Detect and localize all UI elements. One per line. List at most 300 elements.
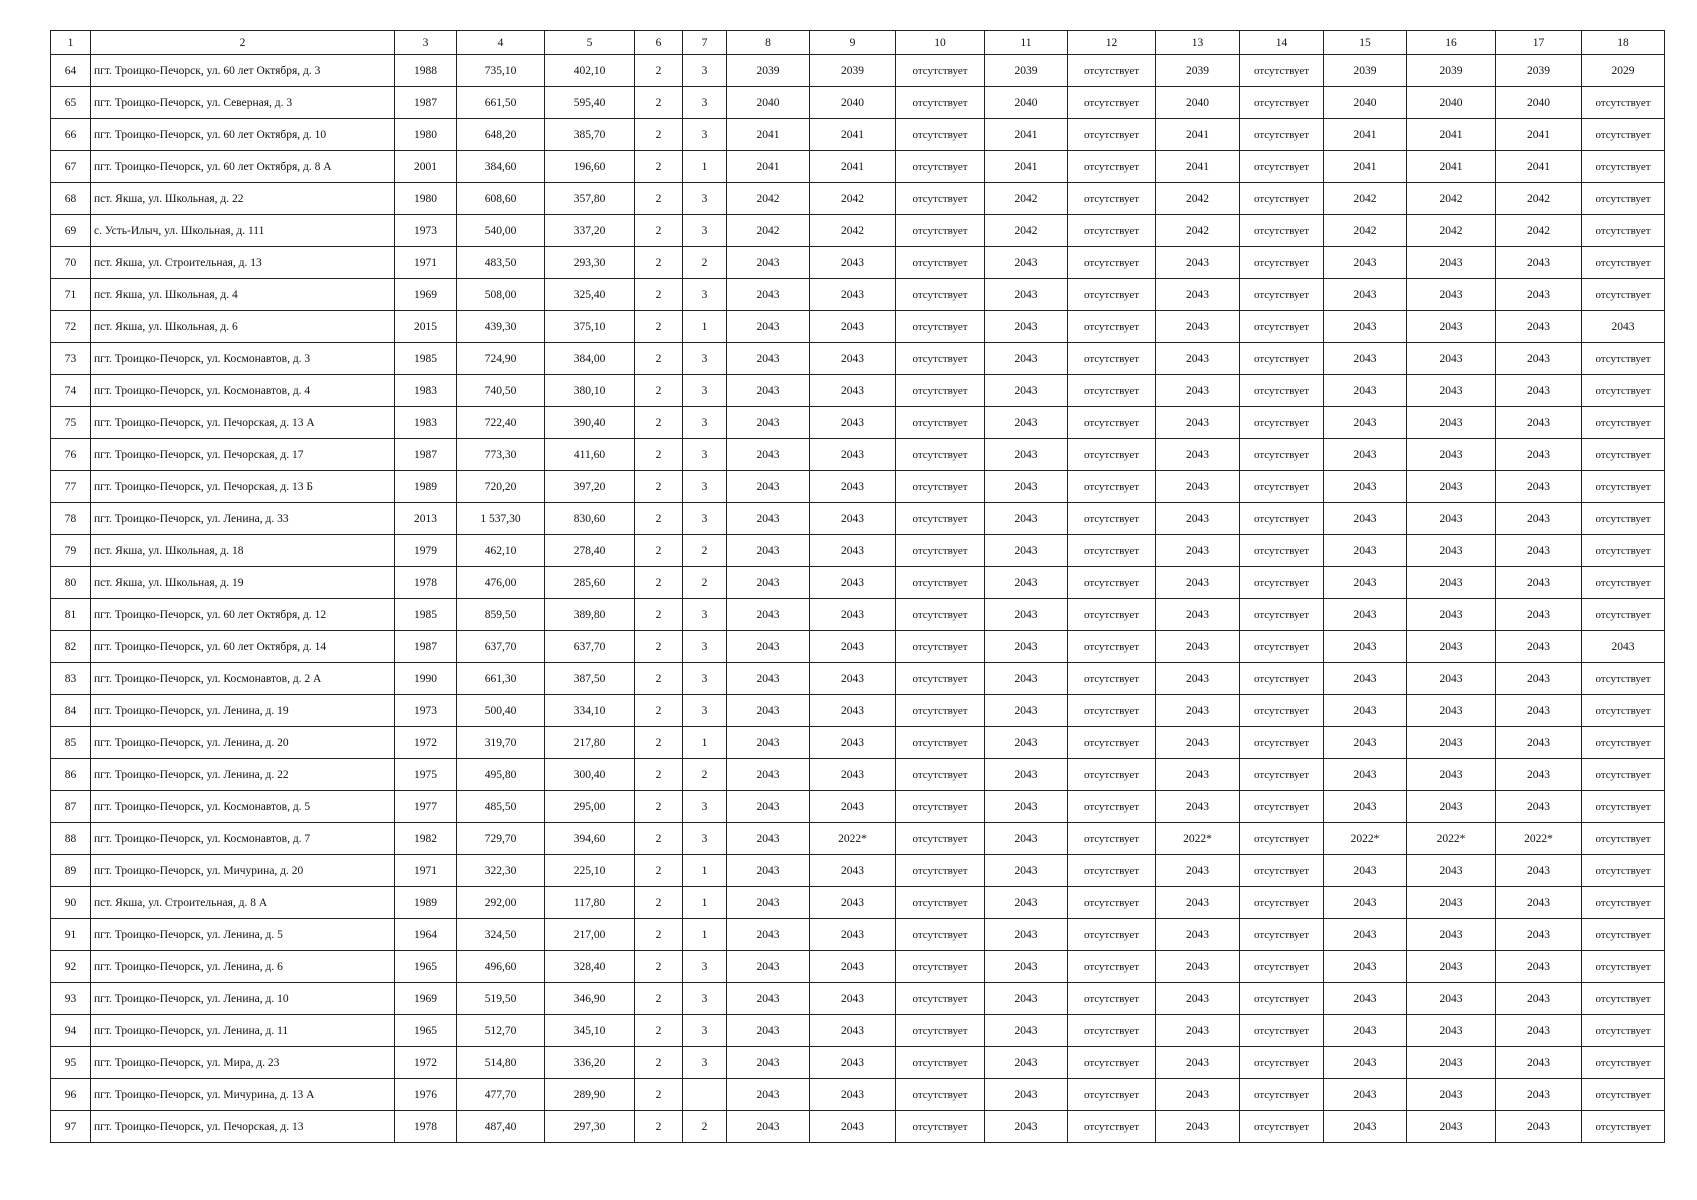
table-cell: 2043	[1156, 919, 1240, 951]
table-cell: 2	[635, 695, 683, 727]
address-cell: пгт. Троицко-Печорск, ул. Ленина, д. 6	[91, 951, 395, 983]
table-cell: 2043	[1582, 631, 1665, 663]
table-cell: отсутствует	[896, 567, 985, 599]
table-cell: 2039	[1496, 55, 1582, 87]
table-cell: 3	[683, 183, 727, 215]
table-cell: отсутствует	[896, 311, 985, 343]
table-cell: 2041	[1496, 119, 1582, 151]
table-cell: отсутствует	[1240, 599, 1324, 631]
table-cell: 1969	[395, 983, 457, 1015]
row-number-cell: 82	[51, 631, 91, 663]
table-row	[51, 375, 1665, 407]
table-cell: отсутствует	[1582, 279, 1665, 311]
table-cell: 2	[635, 503, 683, 535]
table-cell: 3	[683, 55, 727, 87]
table-cell: 2043	[1324, 1015, 1407, 1047]
table-cell: 2043	[1407, 503, 1496, 535]
table-cell: отсутствует	[1068, 1079, 1156, 1111]
table-cell: 357,80	[545, 183, 635, 215]
table-cell: отсутствует	[1240, 1047, 1324, 1079]
table-cell: 2043	[727, 471, 810, 503]
row-number-cell: 65	[51, 87, 91, 119]
table-cell: отсутствует	[1240, 631, 1324, 663]
address-cell: пгт. Троицко-Печорск, ул. Печорская, д. 17	[91, 439, 395, 471]
table-cell: 2043	[810, 535, 896, 567]
table-cell: отсутствует	[1240, 279, 1324, 311]
table-cell: 3	[683, 695, 727, 727]
table-cell: отсутствует	[1240, 439, 1324, 471]
header-row	[51, 31, 1665, 55]
table-cell: 1982	[395, 823, 457, 855]
table-cell: 1973	[395, 215, 457, 247]
table-row	[51, 567, 1665, 599]
table-cell: отсутствует	[1240, 695, 1324, 727]
table-cell: отсутствует	[1240, 1111, 1324, 1143]
table-cell: 2	[635, 919, 683, 951]
address-cell: пст. Якша, ул. Строительная, д. 8 А	[91, 887, 395, 919]
table-cell: 2	[635, 663, 683, 695]
table-cell: отсутствует	[896, 599, 985, 631]
table-row	[51, 343, 1665, 375]
table-cell: 2	[683, 567, 727, 599]
address-cell: пгт. Троицко-Печорск, ул. Печорская, д. 13 Б	[91, 471, 395, 503]
table-cell: 402,10	[545, 55, 635, 87]
table-cell: 2043	[810, 343, 896, 375]
table-cell: 1987	[395, 631, 457, 663]
table-cell: 2043	[1156, 503, 1240, 535]
table-cell: 411,60	[545, 439, 635, 471]
table-cell: 2040	[810, 87, 896, 119]
address-cell: пгт. Троицко-Печорск, ул. Ленина, д. 5	[91, 919, 395, 951]
table-cell: 380,10	[545, 375, 635, 407]
address-cell: пст. Якша, ул. Строительная, д. 13	[91, 247, 395, 279]
table-cell: отсутствует	[1240, 727, 1324, 759]
table-cell: отсутствует	[896, 855, 985, 887]
column-number-cell: 8	[727, 31, 810, 55]
table-cell: отсутствует	[1582, 983, 1665, 1015]
table-cell: 2	[635, 791, 683, 823]
table-cell: 2022*	[1324, 823, 1407, 855]
table-cell: 384,00	[545, 343, 635, 375]
table-cell: 225,10	[545, 855, 635, 887]
table-cell: 1 537,30	[457, 503, 545, 535]
table-cell: 2042	[727, 183, 810, 215]
table-cell: 387,50	[545, 663, 635, 695]
table-cell: 117,80	[545, 887, 635, 919]
table-cell: 2043	[985, 663, 1068, 695]
row-number-cell: 81	[51, 599, 91, 631]
table-cell: отсутствует	[1582, 727, 1665, 759]
column-number-cell: 6	[635, 31, 683, 55]
table-cell: 3	[683, 1047, 727, 1079]
address-cell: пгт. Троицко-Печорск, ул. 60 лет Октября, д. 12	[91, 599, 395, 631]
table-cell: 1	[683, 855, 727, 887]
table-cell: отсутствует	[896, 1079, 985, 1111]
address-cell: пгт. Троицко-Печорск, ул. 60 лет Октября, д. 8 А	[91, 151, 395, 183]
table-cell: 2041	[1496, 151, 1582, 183]
table-cell: отсутствует	[896, 887, 985, 919]
table-cell: 2043	[727, 663, 810, 695]
table-cell: отсутствует	[1582, 887, 1665, 919]
table-cell: отсутствует	[1582, 503, 1665, 535]
table-cell: отсутствует	[1068, 439, 1156, 471]
table-cell: 295,00	[545, 791, 635, 823]
table-row	[51, 247, 1665, 279]
table-cell: отсутствует	[1068, 951, 1156, 983]
row-number-cell: 72	[51, 311, 91, 343]
table-cell: 2043	[1496, 599, 1582, 631]
table-cell: 2043	[1324, 951, 1407, 983]
row-number-cell: 70	[51, 247, 91, 279]
address-cell: пгт. Троицко-Печорск, ул. Космонавтов, д. 4	[91, 375, 395, 407]
table-cell: 2043	[1407, 599, 1496, 631]
table-cell: 2043	[1407, 407, 1496, 439]
table-cell: 2043	[727, 759, 810, 791]
table-cell: 2039	[1407, 55, 1496, 87]
table-cell: отсутствует	[1068, 599, 1156, 631]
address-cell: пгт. Троицко-Печорск, ул. Ленина, д. 19	[91, 695, 395, 727]
table-row	[51, 439, 1665, 471]
row-number-cell: 87	[51, 791, 91, 823]
table-cell: отсутствует	[896, 759, 985, 791]
table-cell: 2043	[1156, 407, 1240, 439]
table-cell: отсутствует	[1068, 503, 1156, 535]
table-cell: 2041	[810, 151, 896, 183]
table-cell: 2043	[1156, 727, 1240, 759]
table-cell: 2043	[810, 631, 896, 663]
table-cell: 328,40	[545, 951, 635, 983]
table-cell: 2040	[1496, 87, 1582, 119]
table-cell: 1	[683, 151, 727, 183]
table-cell: 2043	[985, 951, 1068, 983]
table-cell: отсутствует	[896, 183, 985, 215]
table-cell: отсутствует	[896, 471, 985, 503]
table-cell: 2043	[1156, 567, 1240, 599]
table-cell: 2043	[985, 471, 1068, 503]
table-cell: 2043	[1324, 599, 1407, 631]
table-cell: 462,10	[457, 535, 545, 567]
table-cell: 2041	[1407, 119, 1496, 151]
table-cell: 2043	[810, 1111, 896, 1143]
table-cell: 394,60	[545, 823, 635, 855]
table-cell: 2043	[1407, 727, 1496, 759]
table-cell: 2043	[1324, 759, 1407, 791]
table-cell: 2043	[1496, 567, 1582, 599]
table-cell: 729,70	[457, 823, 545, 855]
table-cell: 2043	[1496, 1111, 1582, 1143]
table-cell: 2042	[1407, 183, 1496, 215]
table-cell: 1978	[395, 1111, 457, 1143]
table-cell: 2043	[1496, 311, 1582, 343]
table-row	[51, 87, 1665, 119]
table-cell: 2043	[1407, 471, 1496, 503]
table-row	[51, 471, 1665, 503]
table-cell: 2043	[1496, 983, 1582, 1015]
table-cell: 325,40	[545, 279, 635, 311]
table-cell: отсутствует	[1068, 887, 1156, 919]
table-cell: отсутствует	[1068, 407, 1156, 439]
row-number-cell: 71	[51, 279, 91, 311]
table-cell: 2	[635, 599, 683, 631]
table-cell: отсутствует	[896, 503, 985, 535]
table-cell: 1972	[395, 1047, 457, 1079]
table-cell: 1980	[395, 119, 457, 151]
table-row	[51, 727, 1665, 759]
table-cell: отсутствует	[1068, 343, 1156, 375]
table-cell: 661,50	[457, 87, 545, 119]
table-cell: 2043	[1324, 247, 1407, 279]
table-cell: отсутствует	[1582, 1015, 1665, 1047]
table-cell: 2043	[727, 1111, 810, 1143]
table-cell: отсутствует	[1582, 823, 1665, 855]
table-row	[51, 535, 1665, 567]
table-row	[51, 1111, 1665, 1143]
table-cell: 720,20	[457, 471, 545, 503]
table-cell: 337,20	[545, 215, 635, 247]
table-cell: отсутствует	[896, 343, 985, 375]
table-cell: 2043	[985, 535, 1068, 567]
table-cell: 3	[683, 439, 727, 471]
table-cell: 1973	[395, 695, 457, 727]
table-cell: 2043	[1496, 727, 1582, 759]
table-cell: 2043	[1496, 1047, 1582, 1079]
table-cell: 3	[683, 823, 727, 855]
row-number-cell: 74	[51, 375, 91, 407]
column-number-cell: 2	[91, 31, 395, 55]
table-cell: 196,60	[545, 151, 635, 183]
address-cell: пгт. Троицко-Печорск, ул. Космонавтов, д. 2 А	[91, 663, 395, 695]
table-cell: 1985	[395, 343, 457, 375]
table-cell: 2043	[1324, 567, 1407, 599]
table-cell: 1971	[395, 855, 457, 887]
table-cell: 1	[683, 727, 727, 759]
table-cell: 2043	[727, 247, 810, 279]
row-number-cell: 97	[51, 1111, 91, 1143]
table-cell: отсутствует	[896, 951, 985, 983]
table-cell: 1	[683, 887, 727, 919]
table-cell: 2043	[810, 1015, 896, 1047]
table-cell: отсутствует	[1582, 87, 1665, 119]
table-cell: отсутствует	[1240, 983, 1324, 1015]
table-cell: отсутствует	[1240, 791, 1324, 823]
table-cell: 2043	[1496, 375, 1582, 407]
table-cell: 2043	[1407, 1111, 1496, 1143]
column-number-cell: 15	[1324, 31, 1407, 55]
table-cell: 1977	[395, 791, 457, 823]
table-cell: 385,70	[545, 119, 635, 151]
table-cell: отсутствует	[1240, 567, 1324, 599]
table-cell: 2039	[1156, 55, 1240, 87]
table-cell: 2043	[810, 279, 896, 311]
table-cell: 1983	[395, 375, 457, 407]
table-cell: 2043	[1156, 695, 1240, 727]
table-cell: 2043	[810, 407, 896, 439]
table-cell: отсутствует	[1240, 759, 1324, 791]
table-cell: 2	[635, 119, 683, 151]
table-cell: 2043	[810, 375, 896, 407]
address-cell: пгт. Троицко-Печорск, ул. Космонавтов, д. 3	[91, 343, 395, 375]
table-cell: отсутствует	[1582, 119, 1665, 151]
row-number-cell: 78	[51, 503, 91, 535]
table-cell: 2043	[810, 727, 896, 759]
table-cell: 2	[635, 983, 683, 1015]
address-cell: пст. Якша, ул. Школьная, д. 19	[91, 567, 395, 599]
table-cell: 2043	[1407, 247, 1496, 279]
table-cell: 2043	[1156, 1047, 1240, 1079]
table-cell: отсутствует	[1240, 375, 1324, 407]
table-cell: 2043	[1407, 567, 1496, 599]
table-row	[51, 119, 1665, 151]
table-cell: 2043	[1324, 503, 1407, 535]
table-cell: 2043	[1324, 407, 1407, 439]
table-cell: 2043	[727, 311, 810, 343]
table-cell: 2043	[1496, 439, 1582, 471]
address-cell: пгт. Троицко-Печорск, ул. Мичурина, д. 13 А	[91, 1079, 395, 1111]
table-cell: 2041	[727, 151, 810, 183]
table-cell: 1965	[395, 951, 457, 983]
table-cell: 2043	[985, 503, 1068, 535]
table-cell: 3	[683, 119, 727, 151]
table-cell: 2040	[727, 87, 810, 119]
table-cell: 2022*	[810, 823, 896, 855]
table-row	[51, 1079, 1665, 1111]
table-cell: отсутствует	[896, 535, 985, 567]
table-cell: 2029	[1582, 55, 1665, 87]
address-cell: пгт. Троицко-Печорск, ул. 60 лет Октября, д. 10	[91, 119, 395, 151]
table-cell: 2043	[727, 503, 810, 535]
table-cell: 2039	[810, 55, 896, 87]
table-cell: 346,90	[545, 983, 635, 1015]
table-cell: отсутствует	[1068, 823, 1156, 855]
table-cell: 3	[683, 631, 727, 663]
table-cell: 2001	[395, 151, 457, 183]
table-cell: 2043	[810, 855, 896, 887]
table-cell: 297,30	[545, 1111, 635, 1143]
table-cell: 1987	[395, 87, 457, 119]
table-cell: отсутствует	[1068, 855, 1156, 887]
table-cell: отсутствует	[1582, 343, 1665, 375]
table-cell: 2043	[985, 631, 1068, 663]
table-cell: 389,80	[545, 599, 635, 631]
table-cell: отсутствует	[1240, 1015, 1324, 1047]
table-cell: отсутствует	[1582, 1047, 1665, 1079]
table-cell: 1971	[395, 247, 457, 279]
table-cell: 2043	[727, 439, 810, 471]
table-cell: 2043	[1496, 343, 1582, 375]
table-cell: отсутствует	[1068, 791, 1156, 823]
table-cell: 2043	[985, 759, 1068, 791]
table-cell: 2043	[985, 247, 1068, 279]
table-cell: отсутствует	[1240, 663, 1324, 695]
table-cell: отсутствует	[1068, 1111, 1156, 1143]
table-cell: 293,30	[545, 247, 635, 279]
table-cell: 2043	[1156, 631, 1240, 663]
table-cell: 2043	[1156, 311, 1240, 343]
table-cell: 2	[635, 407, 683, 439]
table-cell: 2	[635, 343, 683, 375]
column-number-cell: 17	[1496, 31, 1582, 55]
table-cell: 2043	[727, 535, 810, 567]
table-cell: отсутствует	[1240, 503, 1324, 535]
table-cell: отсутствует	[1240, 951, 1324, 983]
table-cell: 2043	[985, 695, 1068, 727]
table-cell: 3	[683, 279, 727, 311]
table-cell: 2043	[810, 983, 896, 1015]
row-number-cell: 79	[51, 535, 91, 567]
table-cell: 2022*	[1407, 823, 1496, 855]
table-cell: 3	[683, 215, 727, 247]
table-cell: 2043	[1407, 695, 1496, 727]
table-cell: 2043	[810, 695, 896, 727]
table-cell: 2043	[985, 311, 1068, 343]
table-cell: 1983	[395, 407, 457, 439]
table-cell: 1989	[395, 471, 457, 503]
table-cell: 2	[635, 215, 683, 247]
table-cell: 608,60	[457, 183, 545, 215]
table-row	[51, 663, 1665, 695]
table-cell: 2043	[1407, 855, 1496, 887]
table-cell: 1990	[395, 663, 457, 695]
table-cell: 3	[683, 599, 727, 631]
table-cell: 514,80	[457, 1047, 545, 1079]
table-cell: отсутствует	[1240, 183, 1324, 215]
table-cell: 1975	[395, 759, 457, 791]
table-cell: отсутствует	[1582, 599, 1665, 631]
table-cell: 2043	[1324, 695, 1407, 727]
table-cell: 2043	[1496, 919, 1582, 951]
table-cell: 324,50	[457, 919, 545, 951]
row-number-cell: 93	[51, 983, 91, 1015]
row-number-cell: 96	[51, 1079, 91, 1111]
table-cell: 2043	[985, 1047, 1068, 1079]
address-cell: пгт. Троицко-Печорск, ул. Ленина, д. 22	[91, 759, 395, 791]
table-cell: 2043	[810, 503, 896, 535]
table-cell: отсутствует	[1582, 375, 1665, 407]
table-row	[51, 983, 1665, 1015]
table-cell: 345,10	[545, 1015, 635, 1047]
table-cell: 2043	[1407, 343, 1496, 375]
table-row	[51, 951, 1665, 983]
table-cell: отсутствует	[896, 1015, 985, 1047]
table-cell: 2042	[1324, 215, 1407, 247]
table-cell: 2043	[1407, 631, 1496, 663]
row-number-cell: 94	[51, 1015, 91, 1047]
table-cell: 2043	[810, 439, 896, 471]
table-cell: 2	[635, 759, 683, 791]
table-cell: 2013	[395, 503, 457, 535]
table-cell: 2043	[1496, 887, 1582, 919]
table-row	[51, 1047, 1665, 1079]
table-cell: отсутствует	[1582, 1079, 1665, 1111]
table-cell: 477,70	[457, 1079, 545, 1111]
table-cell: 2043	[727, 599, 810, 631]
table-cell: 2	[635, 183, 683, 215]
table-cell: 285,60	[545, 567, 635, 599]
table-cell: отсутствует	[1068, 1015, 1156, 1047]
table-cell: 2	[635, 855, 683, 887]
table-cell: отсутствует	[1240, 407, 1324, 439]
table-cell: отсутствует	[1068, 119, 1156, 151]
table-cell: 2041	[1324, 151, 1407, 183]
table-cell: отсутствует	[1240, 919, 1324, 951]
table-cell: 2042	[810, 183, 896, 215]
table-cell: отсутствует	[896, 919, 985, 951]
table-cell: 2	[635, 727, 683, 759]
table-row	[51, 183, 1665, 215]
table-cell: 2043	[1324, 855, 1407, 887]
table-cell: отсутствует	[1240, 887, 1324, 919]
table-cell: отсутствует	[896, 119, 985, 151]
